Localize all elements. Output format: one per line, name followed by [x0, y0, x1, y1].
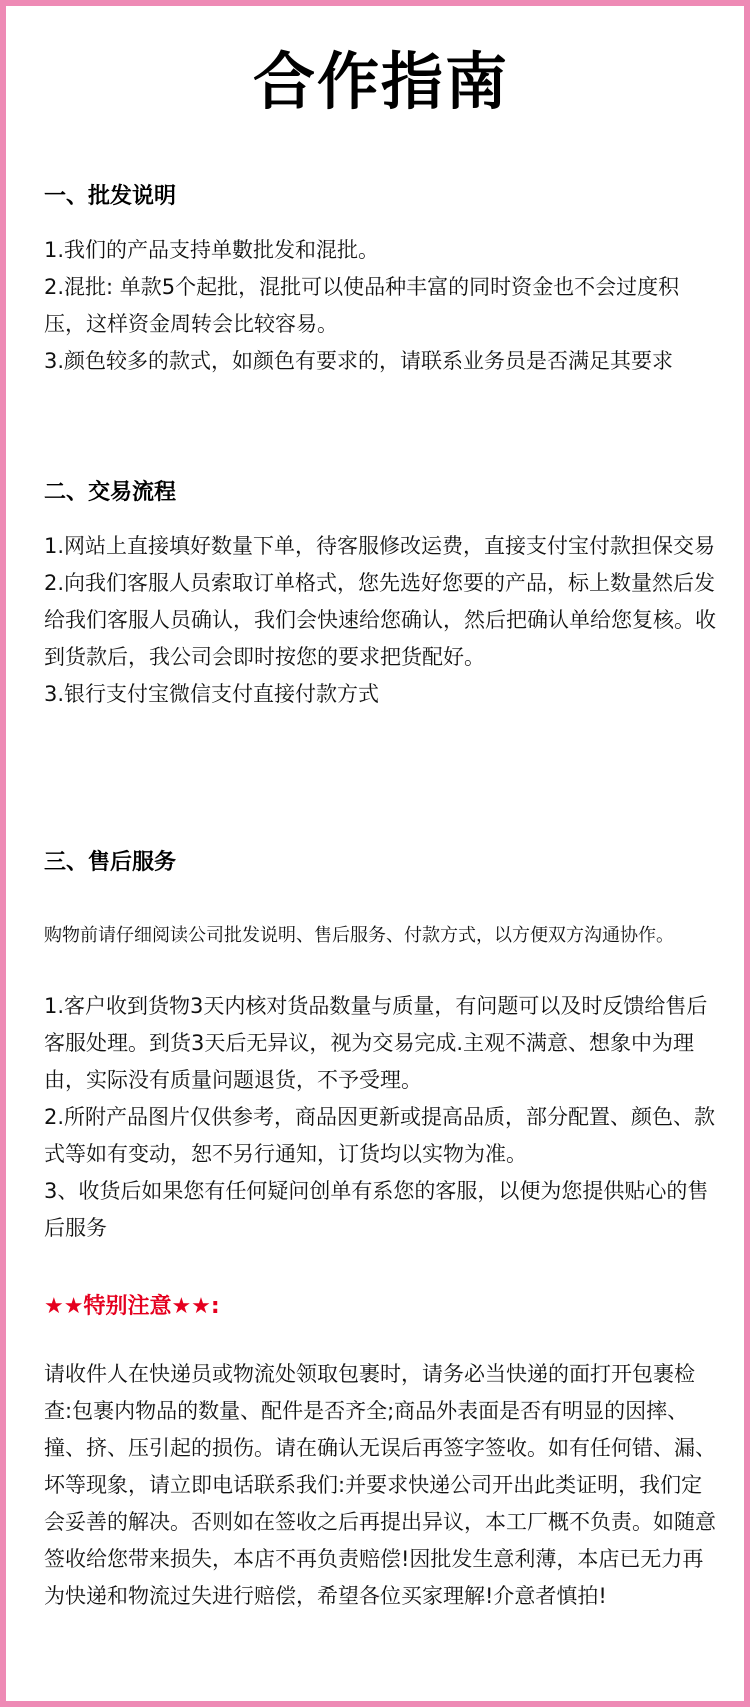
paragraph: 3.银行支付宝微信支付直接付款方式 — [44, 682, 380, 706]
section-heading-wholesale: 一、批发说明 — [44, 184, 177, 209]
notice-heading: ★★特别注意★★: — [44, 1294, 220, 1319]
section-heading-process: 二、交易流程 — [44, 480, 177, 505]
page-title: 合作指南 — [252, 45, 509, 118]
paragraph: 2.向我们客服人员索取订单格式，您先选好您要的产品，标上数量然后发给我们客服人员确认，我们会快速给您确认，然后把确认单给您复核。收到货款后，我公司会即时按您的要求把货配好。 — [44, 571, 716, 669]
paragraph: 3.颜色较多的款式，如颜色有要求的，请联系业务员是否满足其要求 — [44, 349, 674, 373]
section-body-wholesale — [44, 232, 716, 380]
paragraph: 1.网站上直接填好数量下单，待客服修改运费，直接支付宝付款担保交易 — [44, 534, 716, 558]
paragraph: 2.所附产品图片仅供参考，商品因更新或提高品质，部分配置、颜色、款式等如有变动，恕不另行通知，订货均以实物为准。 — [44, 1105, 716, 1166]
section-body-after-sales — [44, 918, 716, 954]
section-body-process — [44, 528, 716, 713]
paragraph: 2.混批: 单款5个起批，混批可以使品种丰富的同时资金也不会过度积压，这样资金周转会比较容易。 — [44, 275, 680, 336]
paragraph: 1.我们的产品支持单數批发和混批。 — [44, 238, 380, 262]
intro-paragraph: 购物前请仔细阅读公司批发说明、售后服务、付款方式，以方便双方沟通协作。 — [44, 925, 674, 946]
paragraph: 3、收货后如果您有任何疑问创单有系您的客服，以便为您提供贴心的售后服务 — [44, 1179, 709, 1240]
notice-text: 请收件人在快递员或物流处领取包裹时，请务必当快递的面打开包裹检查:包裹内物品的数量、配件是否齐全;商品外表面是否有明显的因摔、撞、挤、压引起的损伤。请在确认无误后再签字签收。如有任何错、漏、坏等现象，请立即电话联系我们:并要求快递公司开出此类证明，我们定会妥善的解决。否则如在签收之后再提出异议，本工厂概不负责。如随意签收给您带来损失，本店不再负责赔偿!因批发生意利薄，本店已无力再为快递和物流过失进行赔偿，希望各位买家理解!介意者慎拍! — [44, 1362, 716, 1608]
notice-body — [44, 1356, 716, 1615]
paragraph: 1.客户收到货物3天内核对货品数量与质量，有问题可以及时反馈给售后客服处理。到货3天后无异议，视为交易完成.主观不满意、想象中为理由，实际没有质量问题退货，不予受理。 — [44, 994, 708, 1092]
section-body-after-sales-list — [44, 988, 716, 1247]
section-heading-after-sales: 三、售后服务 — [44, 850, 177, 875]
